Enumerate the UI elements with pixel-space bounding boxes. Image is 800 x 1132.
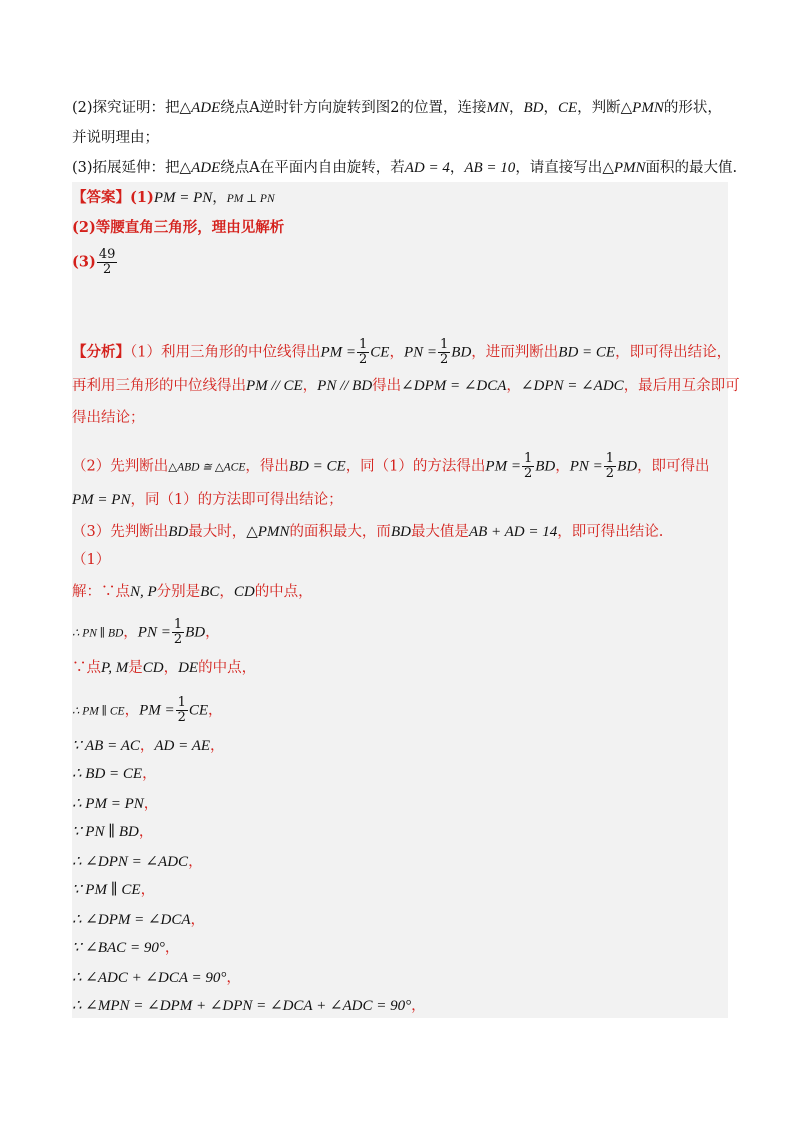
math: BD (451, 344, 472, 361)
numerator: 1 (605, 451, 615, 466)
solution-line-8: ∵ PN ∥ BD， (72, 824, 154, 840)
solution-line-7: ∴ PM = PN， (72, 796, 159, 812)
math: △PMN (602, 160, 646, 176)
text: （3）先判断出 (72, 524, 169, 540)
text: 再利用三角形的中位线得出 (72, 378, 246, 394)
question-2-line-1: (2)探究证明：把△ADE绕点A逆时针方向旋转到图2的位置，连接MN，BD，CE，判断△PMN的形状， (72, 100, 722, 116)
math: ∴ PN ∥ BD (72, 627, 124, 640)
fraction (357, 338, 369, 367)
text: ，得出 (245, 458, 289, 475)
fraction (604, 452, 616, 481)
text: (3)拓展延伸：把 (72, 160, 180, 176)
answer-line-2: (2)等腰直角三角形，理由见解析 (72, 219, 285, 236)
text: 最大时， (188, 524, 247, 540)
fraction (522, 452, 534, 481)
math: PN // BD (317, 378, 373, 394)
math: AD = 4 (404, 160, 450, 176)
numerator: 1 (173, 617, 183, 632)
math: CD (142, 660, 164, 676)
math: ∠DPN = ∠ADC (520, 378, 624, 394)
text: (3) (72, 253, 96, 271)
math: ∵ ∠BAC = 90° (72, 940, 165, 956)
math: ∵ AB = AC (72, 738, 140, 754)
text: ，最后用互余即可 (623, 378, 740, 394)
answer-line-1: 【答案】(1)PM = PN，PM ⊥ PN (72, 189, 275, 206)
math: CE (188, 702, 209, 719)
text: （2）先判断出 (72, 458, 169, 475)
math: PM = PN (72, 492, 131, 508)
text: ，进而判断出 (471, 344, 559, 361)
text: （1）利用三角形的中位线得出 (130, 344, 321, 361)
fraction (97, 248, 118, 277)
analysis-label: 【分析】 (72, 343, 130, 361)
solution-line-6: ∴ BD = CE， (72, 766, 157, 782)
denominator: 2 (605, 466, 615, 481)
fraction (438, 338, 450, 367)
math: N, P (130, 584, 157, 600)
math: PM = (485, 458, 521, 475)
math: △ABD ≅ △ACE (168, 461, 246, 474)
math: BD (523, 100, 544, 116)
question-2-line-2: 并说明理由； (72, 130, 159, 146)
math: BC (200, 584, 220, 600)
math: P, M (101, 660, 129, 676)
text: ，请直接写出 (515, 160, 603, 176)
denominator: 2 (102, 262, 112, 277)
text: 绕点A在平面内自由旋转，若 (220, 160, 405, 176)
denominator: 2 (359, 352, 368, 367)
solution-line-9: ∴ ∠DPN = ∠ADC， (72, 854, 203, 870)
solution-line-5: ∵ AB = AC，AD = AE， (72, 738, 225, 754)
math: BD (390, 524, 411, 540)
math: PM = (320, 344, 357, 361)
math: CD (233, 584, 255, 600)
numerator: 49 (98, 247, 116, 262)
math: △PMN (620, 100, 664, 116)
solution-line-2: ∴ PN ∥ BD，PN = $\frac{1}{2}$ BD， (72, 617, 220, 647)
text: (2)探究证明：把 (72, 100, 180, 116)
analysis-line-3: 得出结论； (72, 410, 145, 426)
analysis-line-4: （2）先判断出△ABD ≅ △ACE，得出BD = CE，同（1）的方法得出PM = $\frac{1}{2}$ BD，PN = $\frac{1}{2}$ BD，即可得出 (72, 451, 710, 481)
math: PM ⊥ PN (226, 193, 275, 205)
math: BD (168, 524, 189, 540)
text: 的形状， (663, 100, 722, 116)
text: 解：∵点 (72, 584, 130, 600)
math: MN (486, 100, 509, 116)
denominator: 2 (173, 632, 183, 647)
denominator: 2 (177, 710, 186, 725)
math: ∴ ∠DPN = ∠ADC (72, 854, 189, 870)
math: BD (617, 458, 638, 475)
solution-line-13: ∴ ∠ADC + ∠DCA = 90°， (72, 970, 241, 986)
math: ∴ PM ∥ CE (72, 705, 125, 718)
math: ∴ ∠DPM = ∠DCA (72, 912, 191, 928)
text: 最大值是 (410, 524, 469, 540)
denominator: 2 (440, 352, 449, 367)
math: PM // CE (246, 378, 303, 394)
math: ∵ PM ∥ CE (72, 882, 141, 898)
fraction (176, 696, 188, 725)
math: ∵ PN ∥ BD (72, 824, 139, 840)
text: 的中点， (254, 584, 313, 600)
analysis-line-6 (72, 522, 663, 542)
math: △PMN (246, 524, 290, 540)
math: PN = (137, 624, 171, 641)
question-3-line: (3)拓展延伸：把△ADE绕点A在平面内自由旋转，若AD = 4，AB = 10，请直接写出△PMN面积的最大值. (72, 160, 738, 176)
math: ∴ PM = PN (72, 796, 144, 812)
solution-line-4: ∴ PM ∥ CE，PM = $\frac{1}{2}$ CE， (72, 695, 223, 725)
text: ，即可得出结论， (615, 344, 732, 361)
numerator: 1 (440, 337, 449, 352)
text: 面积的最大值. (645, 160, 738, 176)
text: 的中点， (198, 660, 257, 676)
solution-part-1: （1） (72, 552, 111, 568)
text: ，即可得出结论. (557, 524, 664, 540)
math: PM = (139, 702, 175, 719)
math: CE (370, 344, 390, 361)
text: 的面积最大，而 (289, 524, 391, 540)
text: ∵点 (72, 660, 101, 676)
math: AB = 10 (464, 160, 516, 176)
text: 绕点A逆时针方向旋转到图2的位置，连接 (220, 100, 487, 116)
math: CE (557, 100, 578, 116)
math: BD (535, 458, 556, 475)
text: (1) (130, 189, 154, 206)
text: 是 (128, 660, 143, 676)
text: 得出 (372, 378, 402, 394)
math: BD = CE (288, 458, 346, 475)
numerator: 1 (523, 451, 533, 466)
math: DE (178, 660, 199, 676)
math: AD = AE (154, 738, 211, 754)
text: 分别是 (156, 584, 201, 600)
answer-label: 【答案】 (72, 189, 130, 206)
text: ，判断 (577, 100, 621, 116)
math: ∴ ∠MPN = ∠DPM + ∠DPN = ∠DCA + ∠ADC = 90° (72, 998, 412, 1014)
analysis-line-1: 【分析】（1）利用三角形的中位线得出PM = $\frac{1}{2}$ CE，PN = $\frac{1}{2}$ BD，进而判断出BD = CE，即可得出结论， (72, 337, 732, 367)
math: △ADE (179, 160, 221, 176)
math: ∠DPM = ∠DCA (401, 378, 507, 394)
solution-line-11: ∴ ∠DPM = ∠DCA， (72, 912, 206, 928)
math: AB + AD = 14 (468, 524, 558, 540)
numerator: 1 (177, 695, 186, 710)
solution-line-10: ∵ PM ∥ CE， (72, 882, 156, 898)
solution-line-3: ∵点P, M是CD，DE的中点， (72, 660, 257, 676)
math: ∴ BD = CE (72, 766, 143, 782)
text: ，即可得出 (637, 458, 710, 475)
analysis-line-5 (72, 490, 343, 510)
math: BD (185, 624, 206, 641)
fraction (172, 618, 184, 647)
math: PM = PN (153, 190, 213, 206)
solution-line-12: ∵ ∠BAC = 90°， (72, 940, 180, 956)
math: PN = (569, 458, 603, 475)
numerator: 1 (359, 337, 368, 352)
solution-line-1: 解：∵点N, P分别是BC，CD的中点， (72, 584, 313, 600)
solution-line-14: ∴ ∠MPN = ∠DPM + ∠DPN = ∠DCA + ∠ADC = 90°， (72, 998, 426, 1014)
math: △ADE (179, 100, 221, 116)
denominator: 2 (523, 466, 533, 481)
text: ，同（1）的方法得出 (345, 458, 486, 475)
answer-line-3 (72, 248, 118, 277)
math: ∴ ∠ADC + ∠DCA = 90° (72, 970, 227, 986)
analysis-line-2: 再利用三角形的中位线得出PM // CE，PN // BD得出∠DPM = ∠DCA，∠DPN = ∠ADC，最后用互余即可 (72, 378, 740, 394)
math: PN = (403, 344, 438, 361)
math: BD = CE (558, 344, 616, 361)
text: ，同（1）的方法即可得出结论； (130, 492, 343, 508)
